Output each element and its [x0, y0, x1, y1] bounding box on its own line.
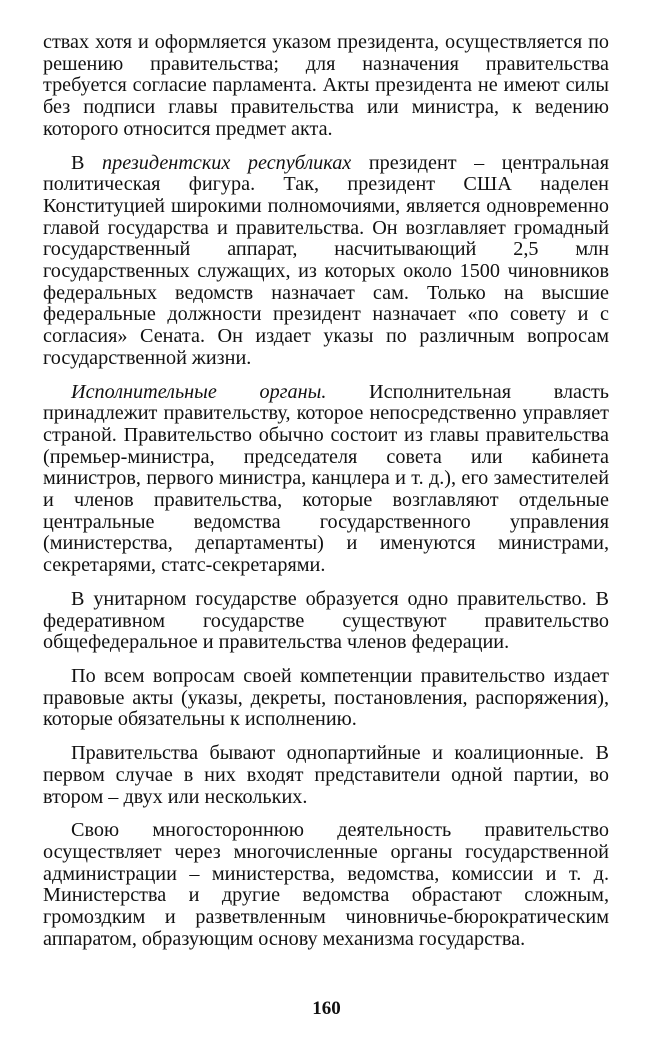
page-number: 160 — [312, 998, 341, 1019]
paragraph-2-before: В — [71, 151, 103, 174]
paragraph-5-text: По всем вопросам своей компетенции правительство издает правовые акты (указы, декреты, постановления, распоряжения), которые обязательны к исполнению. — [43, 664, 609, 731]
paragraph-3 — [43, 382, 609, 577]
paragraph-4-text: В унитарном государстве образуется одно правительство. В федеративном государстве существуют правительство общефедеральное и правительства членов федерации. — [43, 587, 609, 654]
paragraph-5 — [43, 666, 609, 731]
paragraph-2-text: президент – центральная политическая фигура. Так, президент США наделен Конституцией широкими полномочиями, является одновременно главой государства и правительства. Он возглавляет громадный государственный аппарат, насчитывающий 2,5 млн государственных служащих, из которых около 1500 чиновников федеральных ведомств назначает сам. Только на высшие федеральные должности президент назначает «по совету и с согласия» Сената. Он издает указы по различным вопросам государственной жизни. — [43, 151, 609, 369]
paragraph-4 — [43, 589, 609, 654]
paragraph-7 — [43, 820, 609, 950]
paragraph-6-text: Правительства бывают однопартийные и коалиционные. В первом случае в них входят представители одной партии, во втором – двух или нескольких. — [43, 742, 609, 808]
page-body — [43, 32, 609, 962]
paragraph-1-text: ствах хотя и оформляется указом президента, осуществляется по решению правительства; для назначения правительства требуется согласие парламента. Акты президента не имеют силы без подписи главы правительства или министра, к ведению которого относится предмет акта. — [43, 31, 609, 140]
section-heading-executive-bodies: Исполнительные органы. — [71, 380, 327, 403]
paragraph-2 — [43, 153, 609, 370]
paragraph-1 — [43, 32, 609, 141]
paragraph-6 — [43, 743, 609, 808]
paragraph-2-emphasis: президентских республиках — [102, 151, 352, 174]
paragraph-7-text: Свою многостороннюю деятельность правительство осуществляет через многочисленные органы государственной администрации – министерства, ведомства, комиссии и т. д. Министерства и другие ведомства обрастают сложным, громоздким и разветвленным чиновничье-бюрократическим аппаратом, образующим основу механизма государства. — [43, 819, 609, 950]
paragraph-3-text: Исполнительная власть принадлежит правительству, которое непосредственно управляет страной. Правительство обычно состоит из главы правительства (премьер-министра, председателя совета или кабинета министров, первого министра, канцлера и т. д.), его заместителей и членов правительства, которые возглавляют отдельные центральные ведомства государственного управления (министерства, департаменты) и именуются министрами, секретарями, статс-секретарями. — [43, 380, 609, 577]
